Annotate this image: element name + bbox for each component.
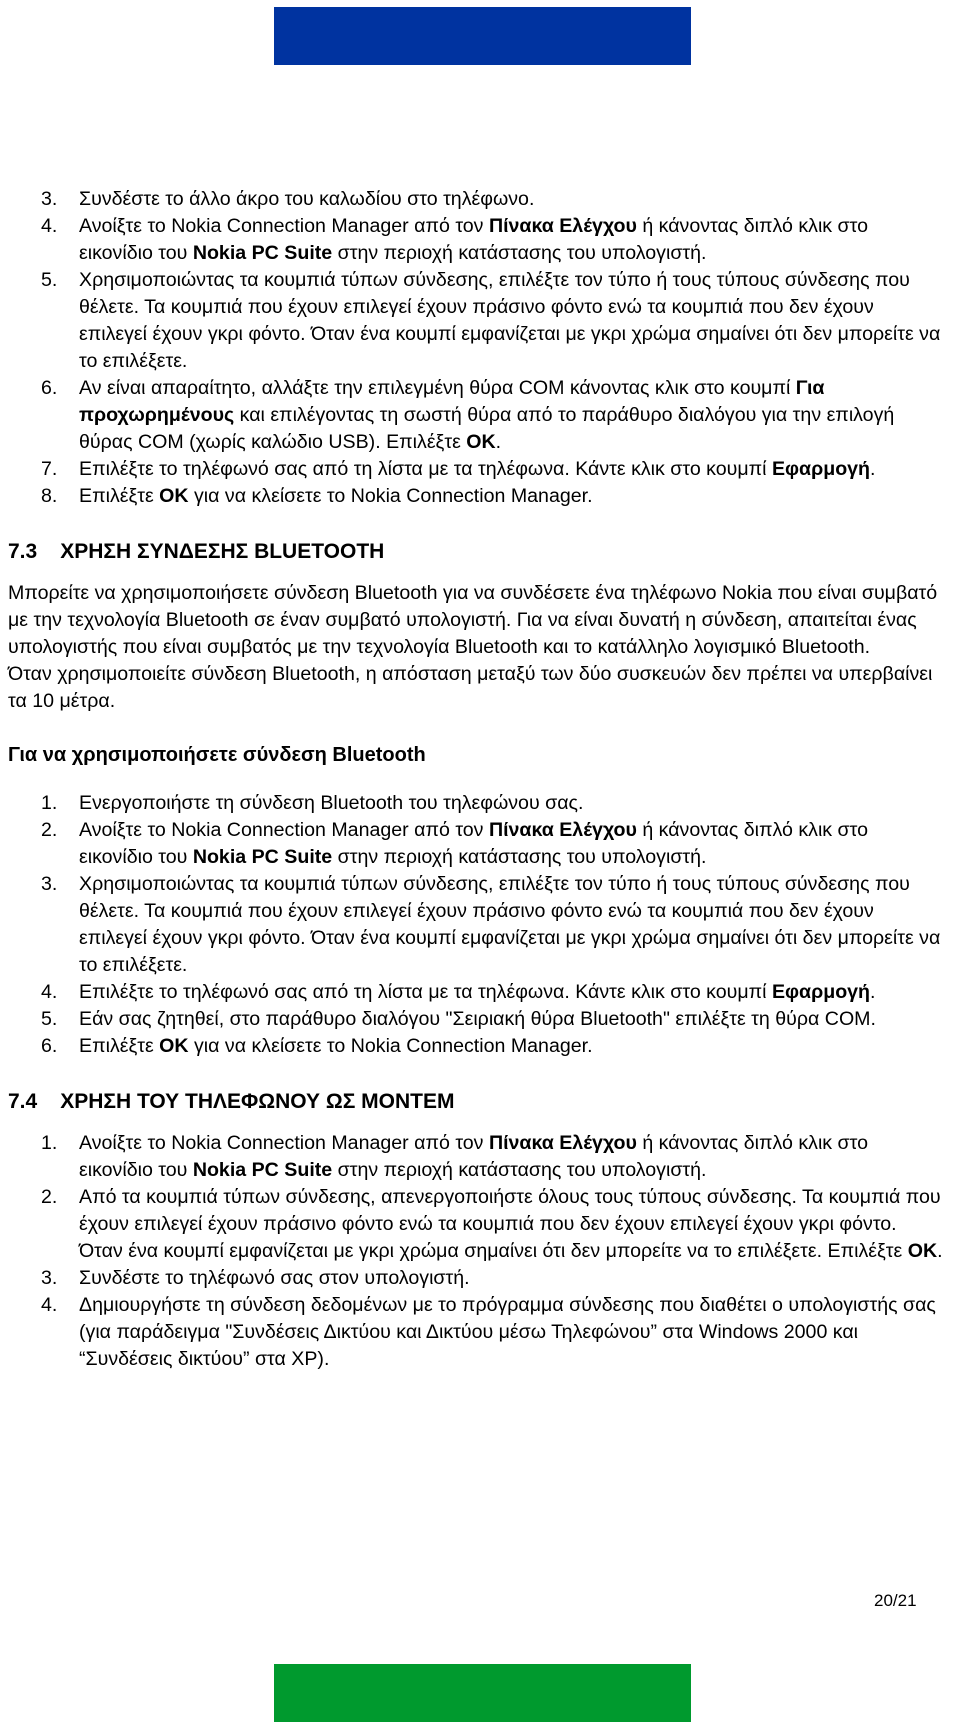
section-title: ΧΡΗΣΗ ΤΟΥ ΤΗΛΕΦΩΝΟΥ ΩΣ ΜΟΝΤΕΜ [60, 1090, 455, 1113]
list-item: 4. Επιλέξτε το τηλέφωνό σας από τη λίστα με τα τηλέφωνα. Κάντε κλικ στο κουμπί Εφαρμογή. [41, 981, 876, 1003]
section-number: 7.4 [8, 1090, 38, 1113]
list-item: 8. Επιλέξτε OK για να κλείσετε το Nokia Connection Manager. [41, 485, 593, 507]
modem-steps-list [8, 1130, 943, 1373]
list-item: 5. Εάν σας ζητηθεί, στο παράθυρο διαλόγου "Σειριακή θύρα Bluetooth" επιλέξτε τη θύρα COM. [41, 1008, 876, 1030]
bluetooth-distance-paragraph: Όταν χρησιμοποιείτε σύνδεση Bluetooth, η απόσταση μεταξύ των δύο συσκευών δεν πρέπει να υπερβαίνει τα 10 μέτρα. [8, 663, 933, 712]
list-item: 4. Ανοίξτε το Nokia Connection Manager από τον Πίνακα Ελέγχου ή κάνοντας διπλό κλικ στο εικονίδιο του Nokia PC Suite στην περιοχή κατάστασης του υπολογιστή. [41, 215, 868, 264]
list-item: 2. Ανοίξτε το Nokia Connection Manager από τον Πίνακα Ελέγχου ή κάνοντας διπλό κλικ στο εικονίδιο του Nokia PC Suite στην περιοχή κατάστασης του υπολογιστή. [41, 819, 868, 868]
list-item: 6. Αν είναι απαραίτητο, αλλάξτε την επιλεγμένη θύρα COM κάνοντας κλικ στο κουμπί Για προχωρημένους και επιλέγοντας τη σωστή θύρα από το παράθυρο διαλόγου για την επιλογή θύρας COM (χωρίς καλώδιο USB). Επιλέξτε OK. [41, 377, 895, 453]
connection-steps-list [8, 186, 943, 510]
header-color-band [274, 7, 691, 65]
section-heading-7-3 [8, 538, 943, 566]
list-item: 3. Χρησιμοποιώντας τα κουμπιά τύπων σύνδεσης, επιλέξτε τον τύπο ή τους τύπους σύνδεσης που θέλετε. Τα κουμπιά που έχουν επιλεγεί έχουν πράσινο φόντο ενώ τα κουμπιά που δεν έχουν επιλεγεί έχουν γκρι φόντο. Όταν ένα κουμπί εμφανίζεται με γκρι χρώμα σημαίνει ότι δεν μπορείτε να το επιλέξετε. [41, 873, 941, 976]
list-item: 3. Συνδέστε το τηλέφωνό σας στον υπολογιστή. [41, 1267, 470, 1289]
page-number: 20/21 [874, 1591, 917, 1610]
bluetooth-intro-paragraph: Μπορείτε να χρησιμοποιήσετε σύνδεση Bluetooth για να συνδέσετε ένα τηλέφωνο Nokia που είναι συμβατό με την τεχνολογία Bluetooth σε έναν συμβατό υπολογιστή. Για να είναι δυνατή η σύνδεση, απαιτείται ένας υπολογιστής που είναι συμβατός με την τεχνολογία Bluetooth και το κατάλληλο λογισμικό Bluetooth. [8, 582, 938, 658]
list-item: 1. Ενεργοποιήστε τη σύνδεση Bluetooth του τηλεφώνου σας. [41, 792, 584, 814]
document-body [8, 186, 943, 1373]
list-item: 1. Ανοίξτε το Nokia Connection Manager από τον Πίνακα Ελέγχου ή κάνοντας διπλό κλικ στο εικονίδιο του Nokia PC Suite στην περιοχή κατάστασης του υπολογιστή. [41, 1132, 868, 1181]
list-item: 5. Χρησιμοποιώντας τα κουμπιά τύπων σύνδεσης, επιλέξτε τον τύπο ή τους τύπους σύνδεσης που θέλετε. Τα κουμπιά που έχουν επιλεγεί έχουν πράσινο φόντο ενώ τα κουμπιά που δεν έχουν επιλεγεί έχουν γκρι φόντο. Όταν ένα κουμπί εμφανίζεται με γκρι χρώμα σημαίνει ότι δεν μπορείτε να το επιλέξετε. [41, 269, 941, 372]
list-item: 4. Δημιουργήστε τη σύνδεση δεδομένων με το πρόγραμμα σύνδεσης που διαθέτει ο υπολογιστής σας (για παράδειγμα "Συνδέσεις Δικτύου και Δικτύου μέσω Τηλεφώνου” στα Windows 2000 και “Συνδέσεις δικτύου” στα XP). [41, 1294, 936, 1370]
bluetooth-subheading: Για να χρησιμοποιήσετε σύνδεση Bluetooth [8, 744, 426, 766]
section-number: 7.3 [8, 540, 38, 563]
bluetooth-steps-list [8, 790, 943, 1060]
list-item: 6. Επιλέξτε OK για να κλείσετε το Nokia Connection Manager. [41, 1035, 593, 1057]
footer-color-band [274, 1664, 691, 1722]
list-item: 7. Επιλέξτε το τηλέφωνό σας από τη λίστα με τα τηλέφωνα. Κάντε κλικ στο κουμπί Εφαρμογή. [41, 458, 876, 480]
section-title: ΧΡΗΣΗ ΣΥΝΔΕΣΗΣ BLUETOOTH [60, 540, 385, 563]
section-heading-7-4 [8, 1088, 943, 1116]
list-item: 2. Από τα κουμπιά τύπων σύνδεσης, απενεργοποιήστε όλους τους τύπους σύνδεσης. Τα κουμπιά που έχουν επιλεγεί έχουν πράσινο φόντο ενώ τα κουμπιά που δεν έχουν επιλεγεί έχουν γκρι φόντο. Όταν ένα κουμπί εμφανίζεται με γκρι χρώμα σημαίνει ότι δεν μπορείτε να το επιλέξετε. Επιλέξτε OK. [41, 1186, 943, 1262]
list-item: 3. Συνδέστε το άλλο άκρο του καλωδίου στο τηλέφωνο. [41, 188, 535, 210]
